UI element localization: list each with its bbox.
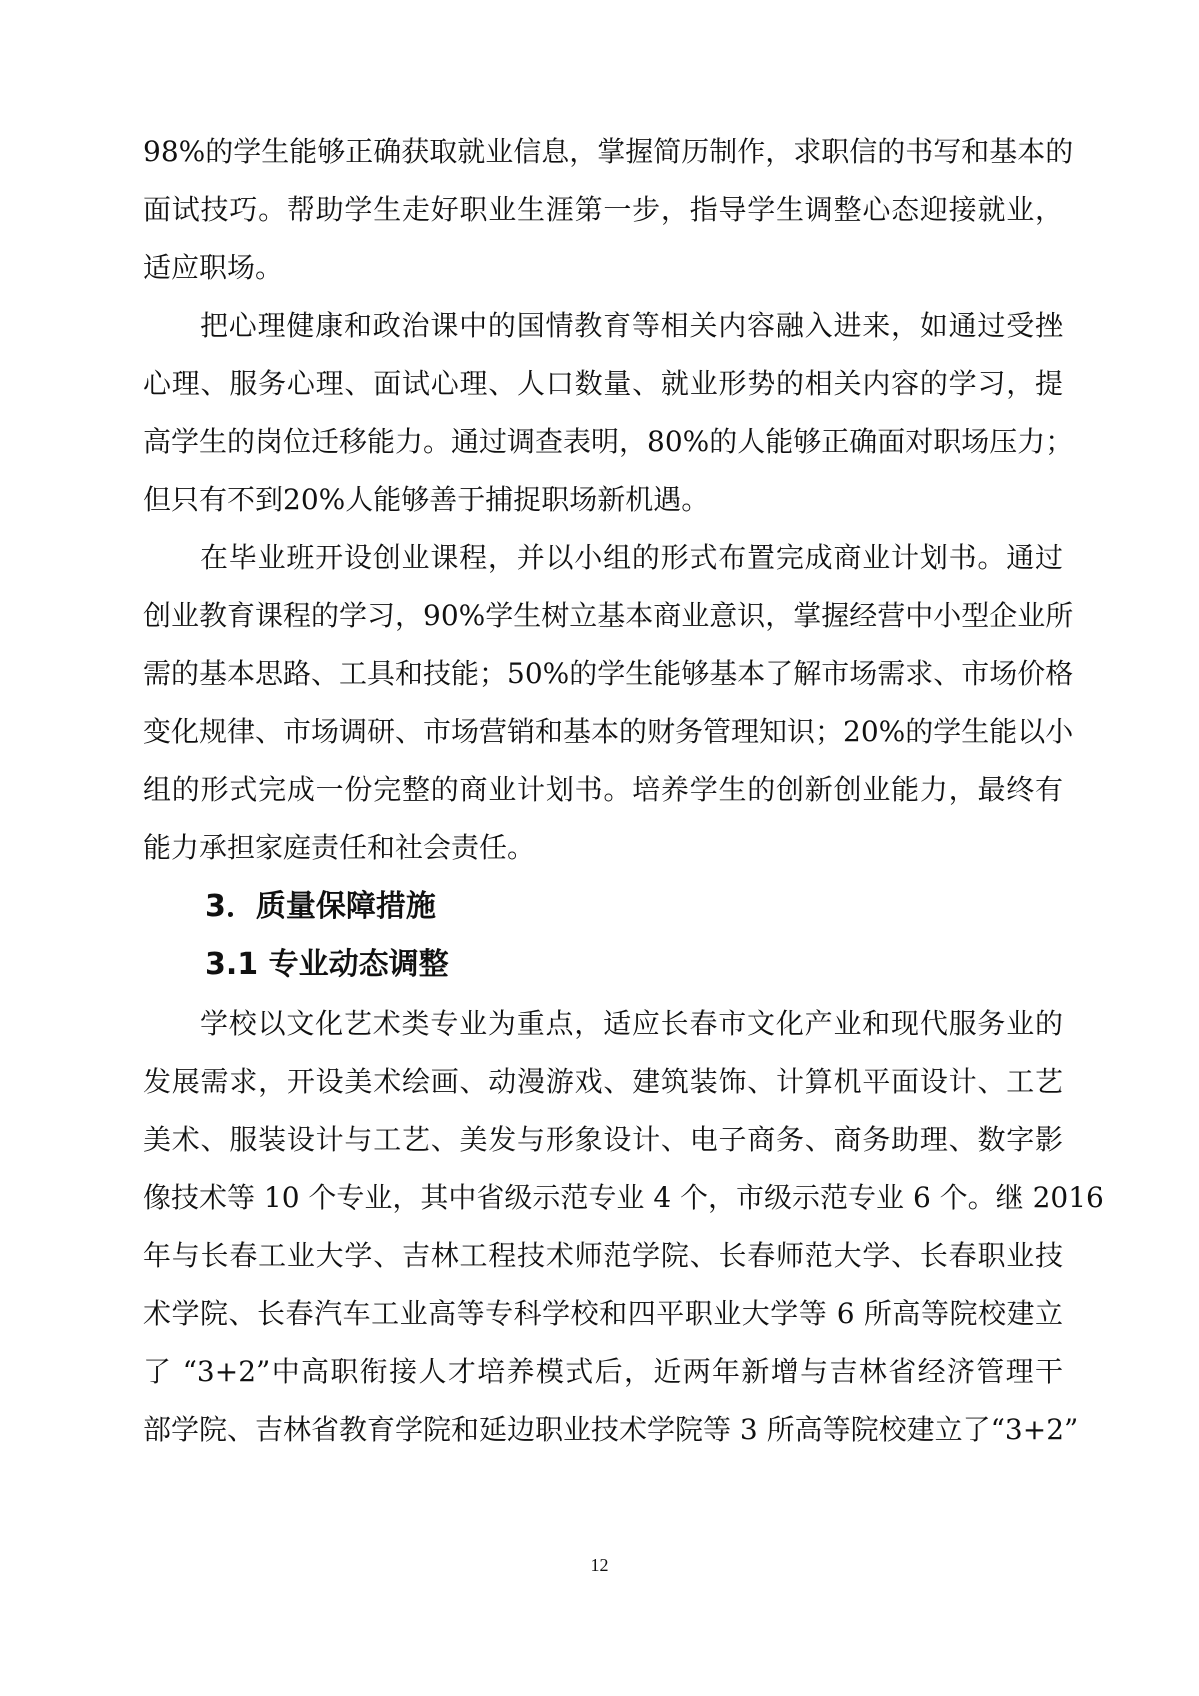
paragraph-3-line-1: 在毕业班开设创业课程，并以小组的形式布置完成商业计划书。通过 [200, 541, 1063, 574]
paragraph-4-line-2: 发展需求，开设美术绘画、动漫游戏、建筑装饰、计算机平面设计、工艺 [143, 1065, 1063, 1098]
paragraph-3-line-4: 变化规律、市场调研、市场营销和基本的财务管理知识；20%的学生能以小 [143, 715, 1074, 748]
paragraph-2-line-2: 心理、服务心理、面试心理、人口数量、就业形势的相关内容的学习，提 [143, 367, 1063, 400]
paragraph-4-line-1: 学校以文化艺术类专业为重点，适应长春市文化产业和现代服务业的 [200, 1007, 1063, 1040]
paragraph-2-line-1: 把心理健康和政治课中的国情教育等相关内容融入进来，如通过受挫 [200, 309, 1063, 342]
paragraph-4-line-8: 部学院、吉林省教育学院和延边职业技术学院等 3 所高等院校建立了“3+2” [143, 1413, 1079, 1446]
paragraph-1-line-1: 98%的学生能够正确获取就业信息，掌握简历制作，求职信的书写和基本的 [143, 135, 1074, 168]
page-number: 12 [590, 1555, 609, 1575]
paragraph-3-line-6: 能力承担家庭责任和社会责任。 [143, 831, 536, 864]
section-heading: 3．质量保障措施 [205, 889, 436, 924]
paragraph-2-line-3: 高学生的岗位迁移能力。通过调查表明，80%的人能够正确面对职场压力； [143, 425, 1074, 458]
paragraph-3-line-5: 组的形式完成一份完整的商业计划书。培养学生的创新创业能力，最终有 [143, 773, 1063, 806]
paragraph-1-line-3: 适应职场。 [143, 251, 284, 284]
paragraph-4-line-5: 年与长春工业大学、吉林工程技术师范学院、长春师范大学、长春职业技 [143, 1239, 1063, 1272]
paragraph-3-line-3: 需的基本思路、工具和技能；50%的学生能够基本了解市场需求、市场价格 [143, 657, 1074, 690]
paragraph-1-line-2: 面试技巧。帮助学生走好职业生涯第一步，指导学生调整心态迎接就业， [143, 193, 1063, 226]
paragraph-4-line-6: 术学院、长春汽车工业高等专科学校和四平职业大学等 6 所高等院校建立 [143, 1297, 1063, 1330]
paragraph-3-line-2: 创业教育课程的学习，90%学生树立基本商业意识，掌握经营中小型企业所 [143, 599, 1074, 632]
paragraph-4-line-4: 像技术等 10 个专业，其中省级示范专业 4 个，市级示范专业 6 个。继 2016 [143, 1181, 1104, 1214]
paragraph-4-line-3: 美术、服装设计与工艺、美发与形象设计、电子商务、商务助理、数字影 [143, 1123, 1063, 1156]
paragraph-4-line-7: 了 “3+2”中高职衔接人才培养模式后，近两年新增与吉林省经济管理干 [143, 1355, 1063, 1388]
subsection-heading: 3.1 专业动态调整 [205, 947, 449, 982]
paragraph-2-line-4: 但只有不到20%人能够善于捕捉职场新机遇。 [143, 483, 710, 516]
